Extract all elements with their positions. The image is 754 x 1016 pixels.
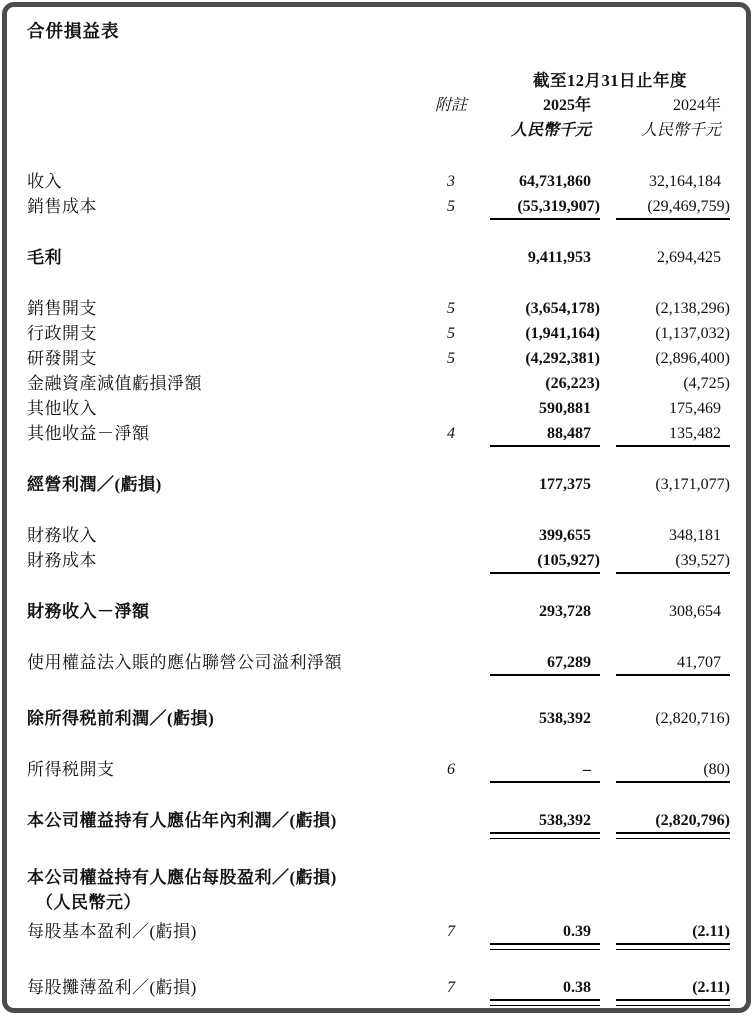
value-2025: (55,319,907) bbox=[490, 195, 600, 220]
value-2024: (1,137,032) bbox=[655, 325, 730, 342]
row-label: 其他收入 bbox=[27, 399, 97, 418]
note-ref bbox=[428, 372, 474, 397]
row-label: 所得税開支 bbox=[27, 760, 115, 779]
row-label: 經營利潤／(虧損) bbox=[27, 475, 162, 494]
value-2025: 88,487 bbox=[490, 422, 600, 447]
value-2024: (2,820,796) bbox=[616, 809, 730, 834]
value-2025: 9,411,953 bbox=[527, 249, 591, 266]
note-ref bbox=[428, 707, 474, 732]
table-row bbox=[27, 372, 730, 397]
table-row bbox=[27, 246, 730, 271]
value-2025: (3,654,178) bbox=[525, 300, 600, 317]
eps-section-label-line2: （人民幣元） bbox=[36, 893, 141, 912]
value-2024: (29,469,759) bbox=[616, 195, 730, 220]
row-label: 銷售成本 bbox=[27, 197, 97, 216]
table-row bbox=[27, 549, 730, 574]
table-row bbox=[27, 347, 730, 372]
value-2025: 538,392 bbox=[490, 809, 600, 834]
row-label: 毛利 bbox=[27, 248, 62, 267]
table-row bbox=[27, 397, 730, 422]
row-label: 本公司權益持有人應佔年內利潤／(虧損) bbox=[27, 811, 337, 830]
table-row bbox=[27, 297, 730, 322]
document-page bbox=[2, 2, 751, 1013]
period-header: 截至12月31日止年度 bbox=[533, 71, 687, 90]
value-2024: (4,725) bbox=[683, 375, 730, 392]
note-ref: 4 bbox=[447, 425, 455, 442]
value-2024: (2,820,716) bbox=[655, 710, 730, 727]
table-row bbox=[27, 651, 730, 676]
value-2025: 67,289 bbox=[490, 651, 600, 676]
row-label: 行政開支 bbox=[27, 324, 97, 343]
eps-section-label-line1: 本公司權益持有人應佔每股盈利／(虧損) bbox=[27, 868, 337, 887]
year-2025-header: 2025年 bbox=[542, 97, 591, 114]
note-ref: 5 bbox=[447, 198, 455, 215]
value-2025: 64,731,860 bbox=[519, 173, 591, 190]
table-row bbox=[27, 170, 730, 195]
note-ref bbox=[428, 651, 474, 676]
note-ref: 6 bbox=[447, 761, 455, 778]
note-ref: 7 bbox=[447, 979, 455, 996]
row-label: 財務收入－淨額 bbox=[27, 602, 150, 621]
row-label: 其他收益－淨額 bbox=[27, 424, 150, 443]
row-label: 財務成本 bbox=[27, 551, 97, 570]
value-2025: 0.38 bbox=[490, 976, 600, 1001]
row-label: 金融資產減值虧損淨額 bbox=[27, 374, 202, 393]
table-row bbox=[27, 600, 730, 625]
note-ref: 5 bbox=[447, 350, 455, 367]
value-2025: 538,392 bbox=[539, 710, 591, 727]
note-ref bbox=[428, 524, 474, 549]
value-2024: (2,138,296) bbox=[655, 300, 730, 317]
row-label: 每股攤薄盈利／(虧損) bbox=[27, 978, 197, 997]
value-2024: (2.11) bbox=[616, 976, 730, 1001]
table-row bbox=[27, 809, 730, 834]
row-label: 財務收入 bbox=[27, 526, 97, 545]
note-ref bbox=[428, 600, 474, 625]
note-ref: 5 bbox=[447, 325, 455, 342]
value-2024: 308,654 bbox=[669, 603, 721, 620]
note-column-header: 附註 bbox=[434, 97, 467, 114]
year-2024-header: 2024年 bbox=[672, 97, 721, 114]
value-2025: – bbox=[490, 758, 600, 783]
row-label: 使用權益法入賬的應佔聯營公司溢利淨額 bbox=[27, 653, 342, 672]
note-ref bbox=[428, 549, 474, 574]
value-2025: 399,655 bbox=[539, 527, 591, 544]
row-label: 銷售開支 bbox=[27, 299, 97, 318]
row-label: 研發開支 bbox=[27, 349, 97, 368]
value-2025: (4,292,381) bbox=[525, 350, 600, 367]
table-row bbox=[27, 758, 730, 783]
table-row bbox=[27, 195, 730, 220]
note-ref bbox=[428, 809, 474, 834]
value-2024: 41,707 bbox=[616, 651, 730, 676]
value-2024: (3,171,077) bbox=[655, 476, 730, 493]
value-2024: 348,181 bbox=[669, 527, 721, 544]
value-2024: 175,469 bbox=[669, 400, 721, 417]
note-ref bbox=[428, 246, 474, 271]
table-row bbox=[27, 920, 730, 945]
value-2025: (26,223) bbox=[545, 375, 600, 392]
table-row bbox=[27, 976, 730, 1001]
value-2025: (105,927) bbox=[490, 549, 600, 574]
value-2024: (80) bbox=[616, 758, 730, 783]
table-row bbox=[27, 322, 730, 347]
value-2024: (39,527) bbox=[616, 549, 730, 574]
eps-section-label bbox=[27, 865, 412, 915]
table-row bbox=[27, 422, 730, 447]
note-ref bbox=[428, 473, 474, 498]
value-2025: (1,941,164) bbox=[525, 325, 600, 342]
header-year-row bbox=[27, 94, 730, 119]
table-row bbox=[27, 865, 730, 915]
header-period-row bbox=[27, 69, 730, 94]
value-2025: 293,728 bbox=[539, 603, 591, 620]
page-title: 合併損益表 bbox=[27, 21, 120, 41]
unit-2025-header: 人民幣千元 bbox=[510, 122, 591, 139]
unit-2024-header: 人民幣千元 bbox=[640, 122, 721, 139]
value-2025: 177,375 bbox=[539, 476, 591, 493]
table-row bbox=[27, 473, 730, 498]
header-unit-row bbox=[27, 119, 730, 144]
value-2024: (2.11) bbox=[616, 920, 730, 945]
table-row bbox=[27, 707, 730, 732]
value-2024: (2,896,400) bbox=[655, 350, 730, 367]
note-ref bbox=[428, 397, 474, 422]
table-header bbox=[27, 69, 730, 144]
note-ref: 7 bbox=[447, 923, 455, 940]
value-2025: 0.39 bbox=[490, 920, 600, 945]
note-ref: 5 bbox=[447, 300, 455, 317]
row-label: 每股基本盈利／(虧損) bbox=[27, 922, 197, 941]
note-ref: 3 bbox=[447, 173, 455, 190]
value-2025: 590,881 bbox=[539, 400, 591, 417]
value-2024: 2,694,425 bbox=[657, 249, 721, 266]
row-label: 除所得税前利潤／(虧損) bbox=[27, 709, 215, 728]
value-2024: 32,164,184 bbox=[649, 173, 721, 190]
table-row bbox=[27, 524, 730, 549]
row-label: 收入 bbox=[27, 172, 62, 191]
value-2024: 135,482 bbox=[616, 422, 730, 447]
